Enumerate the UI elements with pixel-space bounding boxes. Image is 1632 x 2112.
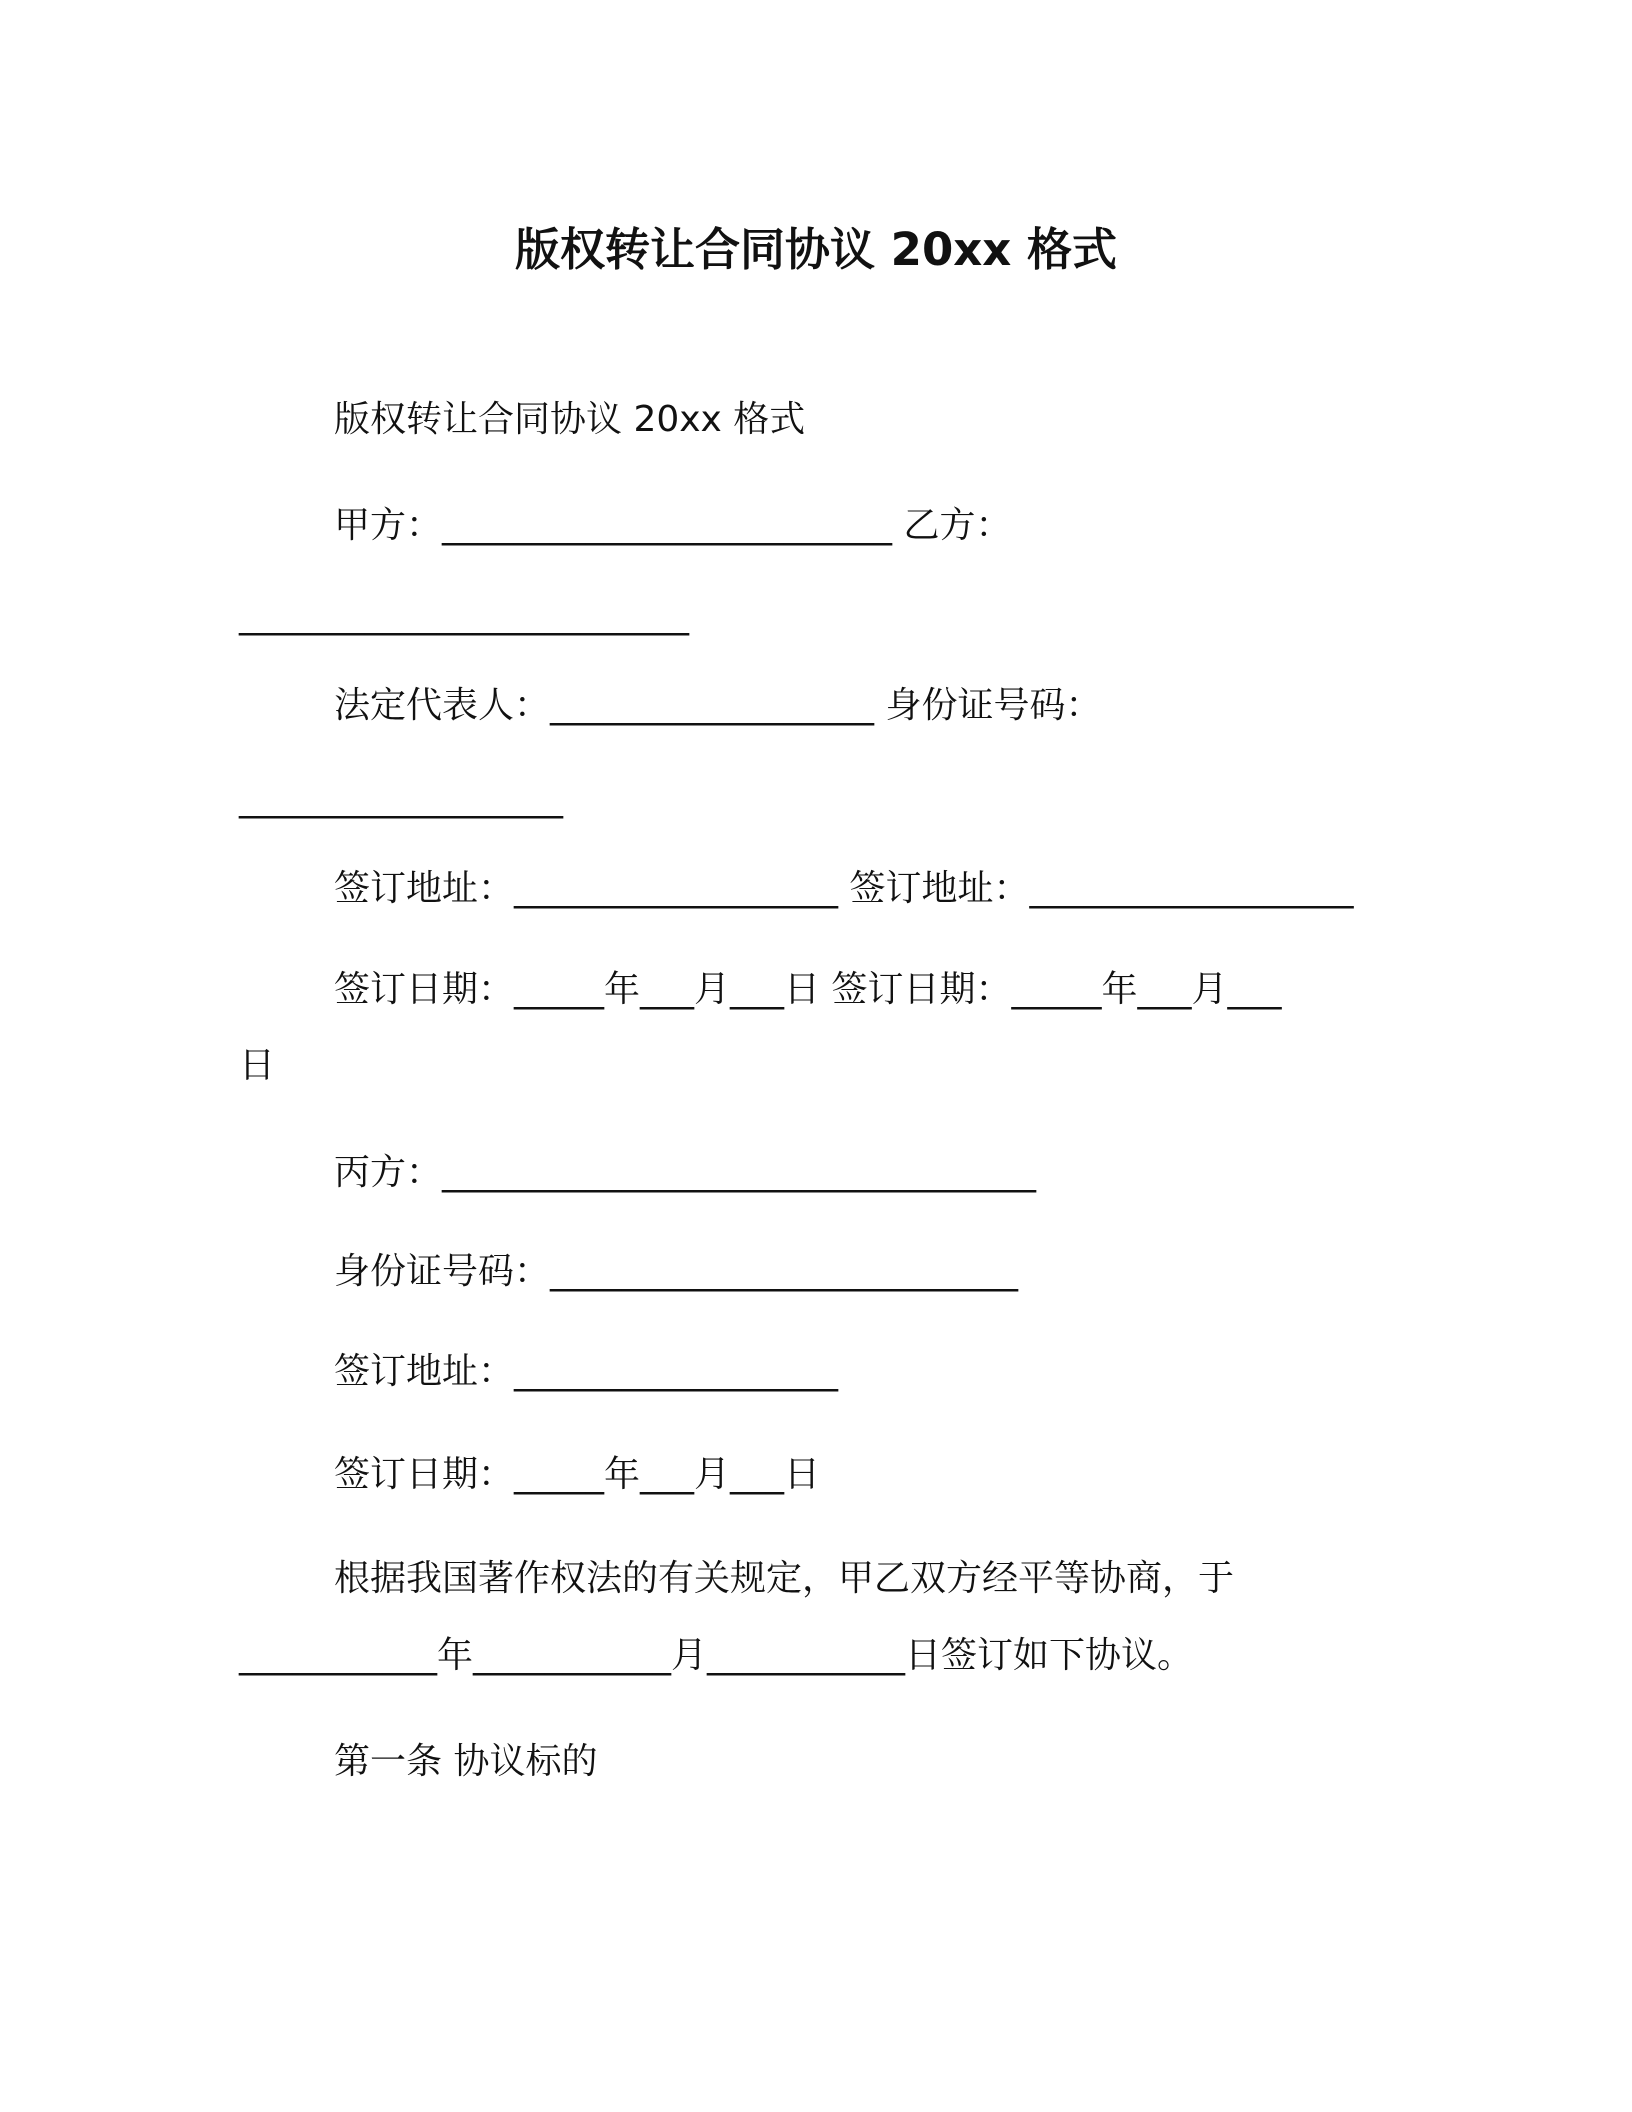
agreement-intro-line: 根据我国著作权法的有关规定，甲乙双方经平等协商，于 (334, 1558, 1235, 1599)
party-b-blank-line: _________________________ (239, 595, 689, 636)
party-c-line: 丙方：_________________________________ (334, 1152, 1037, 1193)
party-c-date-line: 签订日期：_____年___月___日 (334, 1454, 821, 1495)
id-number-blank-line: __________________ (239, 778, 563, 819)
party-a-b-line: 甲方：_________________________ 乙方： (334, 505, 1012, 546)
agreement-date-line: ___________年___________月___________日签订如下协议。 (239, 1635, 1194, 1676)
document-title: 版权转让合同协议 20xx 格式 (514, 223, 1117, 276)
sign-date-day-line: 日 (239, 1045, 276, 1086)
article-one-heading: 第一条 协议标的 (334, 1741, 598, 1782)
sign-address-line: 签订地址：__________________ 签订地址：__________________ (334, 868, 1354, 909)
sign-date-line: 签订日期：_____年___月___日 签订日期：_____年___月___ (334, 969, 1282, 1010)
legal-rep-line: 法定代表人：__________________ 身份证号码： (334, 685, 1102, 726)
party-c-address-line: 签订地址：__________________ (334, 1351, 839, 1392)
party-c-id-line: 身份证号码：__________________________ (334, 1251, 1019, 1292)
subtitle-line: 版权转让合同协议 20xx 格式 (334, 399, 806, 440)
